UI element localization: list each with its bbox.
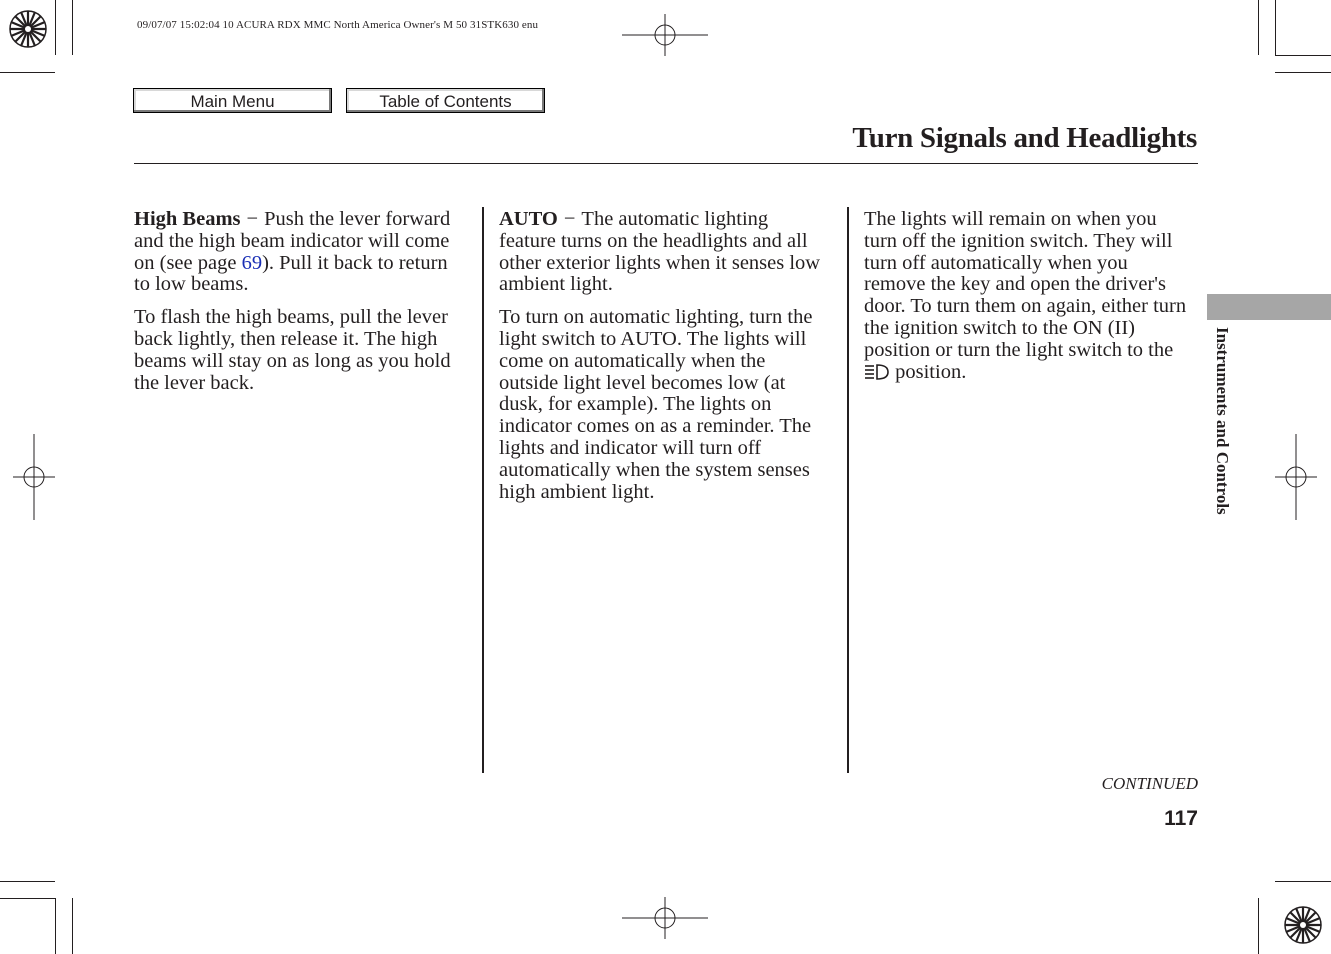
high-beams-heading: High Beams <box>134 208 241 230</box>
paragraph-high-beams <box>134 209 464 296</box>
page-number: 117 <box>1164 807 1198 830</box>
crop-line <box>1258 898 1259 954</box>
continued-label: CONTINUED <box>1101 774 1198 793</box>
paragraph-auto <box>499 209 829 296</box>
crosshair-mark-bottom-center <box>622 897 708 939</box>
paragraph-automatic-lighting: To turn on automatic lighting, turn the light switch to AUTO. The lights will come on automatically when the outside light level becomes low (at dusk, for example). The lights on indicator comes on as a reminder. The lights and indicator will turn off automatically when the system senses high ambient light. <box>499 306 813 503</box>
paragraph-lights-remain-on <box>864 209 1194 383</box>
section-side-label: Instruments and Controls <box>1213 327 1232 515</box>
starburst-registration-mark-top-left <box>8 9 48 49</box>
column-2 <box>499 209 829 514</box>
column-divider <box>482 207 484 773</box>
crop-line <box>0 898 55 899</box>
crosshair-mark-right <box>1275 434 1317 520</box>
starburst-registration-mark-bottom-right <box>1283 905 1323 945</box>
crosshair-mark-top-center <box>622 14 708 56</box>
dash: − <box>246 208 259 230</box>
paragraph-text: The lights will remain on when you turn off the ignition switch. They will turn off automatically when you remove the key and open the driver's door. To turn them on again, either turn the ignition switch to the ON (II) position or turn the light switch to the <box>864 208 1187 361</box>
crop-line <box>0 881 55 882</box>
crop-line <box>0 72 55 73</box>
crop-line <box>55 898 56 954</box>
print-header: 09/07/07 15:02:04 10 ACURA RDX MMC North America Owner's M 50 31STK630 enu <box>137 19 539 31</box>
column-3 <box>864 209 1194 394</box>
crop-line <box>1275 55 1331 56</box>
main-menu-button[interactable]: Main Menu <box>133 88 332 113</box>
column-divider <box>847 207 849 773</box>
crop-line <box>72 0 73 55</box>
page-69-link[interactable]: 69 <box>241 251 263 274</box>
section-tab-marker <box>1207 294 1331 320</box>
crop-line <box>72 898 73 954</box>
column-1 <box>134 209 464 405</box>
paragraph-text: position. <box>890 360 967 383</box>
table-of-contents-button[interactable]: Table of Contents <box>346 88 545 113</box>
auto-heading: AUTO <box>499 208 558 230</box>
paragraph-text: Push the lever forward and the high beam indicator will come on (see page <box>134 208 451 274</box>
crop-line <box>1258 0 1259 55</box>
paragraph-text: ). Pull it back to return to low beams. <box>134 251 448 296</box>
crop-line <box>55 0 56 55</box>
title-divider <box>134 163 1198 164</box>
crosshair-mark-left <box>13 434 55 520</box>
crop-line <box>1275 881 1331 882</box>
dash: − <box>563 208 576 230</box>
crop-line <box>1275 72 1331 73</box>
crop-line <box>1275 0 1276 55</box>
headlight-icon <box>864 363 890 381</box>
page-title: Turn Signals and Headlights <box>852 122 1197 154</box>
paragraph-flash-high-beams: To flash the high beams, pull the lever back lightly, then release it. The high beams will stay on as long as you hold the lever back. <box>134 306 451 394</box>
paragraph-text: The automatic lighting feature turns on the headlights and all other exterior lights when it senses low ambient light. <box>499 208 821 296</box>
